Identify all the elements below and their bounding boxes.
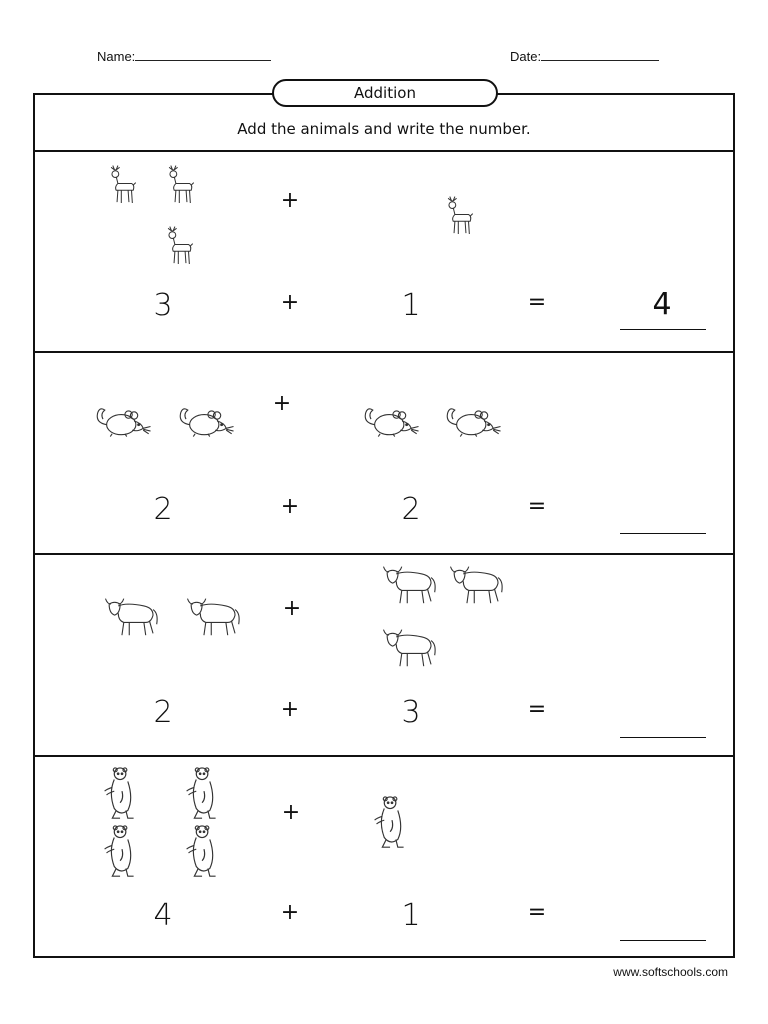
groundhog-icon <box>102 824 142 882</box>
divider <box>33 150 735 152</box>
plus-sign: + <box>280 697 300 722</box>
deer-icon <box>163 224 197 270</box>
plus-sign: + <box>280 900 300 925</box>
addend-a: 3 <box>153 288 173 323</box>
groundhog-icon <box>184 766 224 824</box>
answer-blank[interactable] <box>620 940 706 941</box>
addend-b: 1 <box>401 898 421 933</box>
answer-blank[interactable] <box>620 329 706 330</box>
mouse-icon <box>360 402 424 440</box>
addend-b: 2 <box>401 492 421 527</box>
mouse-icon <box>442 402 506 440</box>
answer-value: 4 <box>652 287 672 322</box>
ox-icon <box>100 593 164 639</box>
ox-icon <box>182 593 246 639</box>
addend-a: 4 <box>153 898 173 933</box>
date-blank[interactable] <box>541 48 659 61</box>
ox-icon <box>445 561 509 607</box>
mouse-icon <box>92 402 156 440</box>
name-label: Name: <box>97 49 136 64</box>
name-field <box>97 48 271 64</box>
plus-sign: + <box>280 494 300 519</box>
addend-b: 3 <box>401 695 421 730</box>
divider <box>33 351 735 353</box>
groundhog-icon <box>372 795 412 853</box>
page-title: Addition <box>272 79 498 107</box>
groundhog-icon <box>102 766 142 824</box>
deer-icon <box>443 194 477 240</box>
addend-b: 1 <box>401 288 421 323</box>
ox-icon <box>378 561 442 607</box>
equals-sign: = <box>527 697 547 722</box>
equals-sign: = <box>527 494 547 519</box>
instruction-text: Add the animals and write the number. <box>237 120 531 138</box>
answer-blank[interactable] <box>620 533 706 534</box>
addend-a: 2 <box>153 695 173 730</box>
answer-blank[interactable] <box>620 737 706 738</box>
plus-sign: + <box>272 391 292 416</box>
deer-icon <box>164 163 198 209</box>
addend-a: 2 <box>153 492 173 527</box>
footer-url: www.softschools.com <box>613 965 728 979</box>
equals-sign: = <box>527 290 547 315</box>
mouse-icon <box>175 402 239 440</box>
divider <box>33 755 735 757</box>
date-label: Date: <box>510 49 542 64</box>
plus-sign: + <box>281 800 301 825</box>
date-field <box>510 48 659 64</box>
name-blank[interactable] <box>135 48 271 61</box>
plus-sign: + <box>280 188 300 213</box>
divider <box>33 553 735 555</box>
equals-sign: = <box>527 900 547 925</box>
plus-sign: + <box>282 596 302 621</box>
plus-sign: + <box>280 290 300 315</box>
ox-icon <box>378 624 442 670</box>
deer-icon <box>106 163 140 209</box>
groundhog-icon <box>184 824 224 882</box>
